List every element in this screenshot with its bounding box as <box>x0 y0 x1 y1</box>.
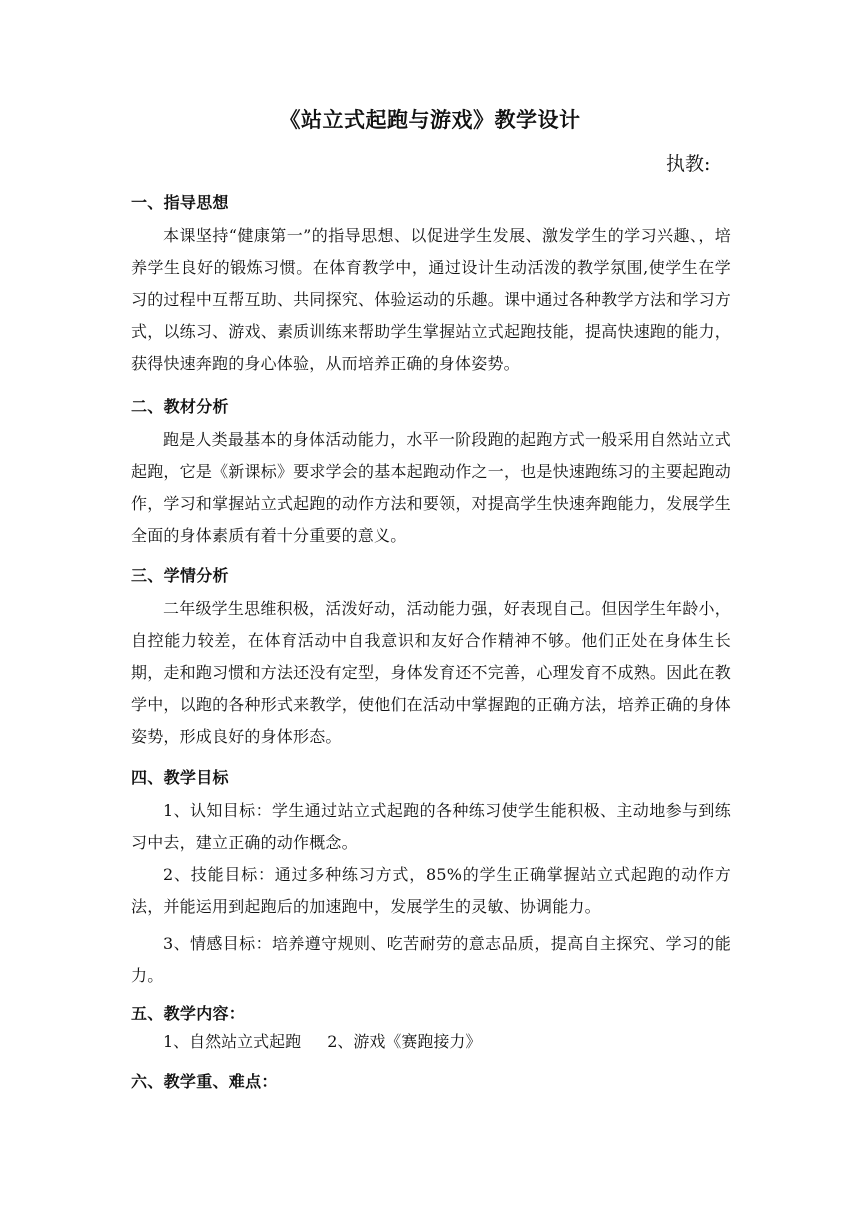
section-paragraph: 本课坚持“健康第一”的指导思想、以促进学生发展、激发学生的学习兴趣、，培养学生良好的锻炼习惯。在体育教学中，通过设计生动活泼的教学氛围,使学生在学习的过程中互帮互助、共同探究、体验运动的乐趣。课中通过各种教学方法和学习方式，以练习、游戏、素质训练来帮助学生掌握站立式起跑技能，提高快速跑的能力，获得快速奔跑的身心体验，从而培养正确的身体姿势。 <box>131 226 731 373</box>
instructor-label: 执教: <box>666 153 711 175</box>
section-heading-material-analysis: 二、教材分析 <box>131 397 229 416</box>
goal-paragraph-emotion: 3、情感目标：培养遵守规则、吃苦耐劳的意志品质，提高自主探究、学习的能力。 <box>131 934 731 985</box>
section-paragraph: 二年级学生思维积极，活泼好动，活动能力强，好表现自己。但因学生年龄小，自控能力较差，在体育活动中自我意识和友好合作精神不够。他们正处在身体生长期，走和跑习惯和方法还没有定型，身体发育还不完善，心理发育不成熟。因此在教学中，以跑的各种形式来教学，使他们在活动中掌握跑的正确方法，培养正确的身体姿势，形成良好的身体形态。 <box>131 599 731 746</box>
content-item: 1、自然站立式起跑 <box>163 1032 302 1051</box>
section-heading-student-analysis: 三、学情分析 <box>131 566 229 585</box>
section-heading-guiding-ideology: 一、指导思想 <box>131 193 229 212</box>
section-heading-teaching-content: 五、教学内容： <box>131 1004 246 1023</box>
section-heading-teaching-goals: 四、教学目标 <box>131 768 229 787</box>
section-paragraph: 跑是人类最基本的身体活动能力，水平一阶段跑的起跑方式一般采用自然站立式起跑，它是《新课标》要求学会的基本起跑动作之一，也是快速跑练习的主要起跑动作，学习和掌握站立式起跑的动作方法和要领，对提高学生快速奔跑能力，发展学生全面的身体素质有着十分重要的意义。 <box>131 430 731 545</box>
document-title: 《站立式起跑与游戏》教学设计 <box>279 107 581 132</box>
content-item: 2、游戏《赛跑接力》 <box>327 1032 482 1051</box>
goal-paragraph-cognitive: 1、认知目标：学生通过站立式起跑的各种练习使学生能积极、主动地参与到练习中去，建立正确的动作概念。 <box>131 801 731 852</box>
teaching-content-list <box>163 1030 481 1054</box>
goal-paragraph-skill: 2、技能目标：通过多种练习方式，85%的学生正确掌握站立式起跑的动作方法，并能运用到起跑后的加速跑中，发展学生的灵敏、协调能力。 <box>131 865 731 916</box>
section-heading-key-difficult-points: 六、教学重、难点： <box>131 1072 278 1091</box>
